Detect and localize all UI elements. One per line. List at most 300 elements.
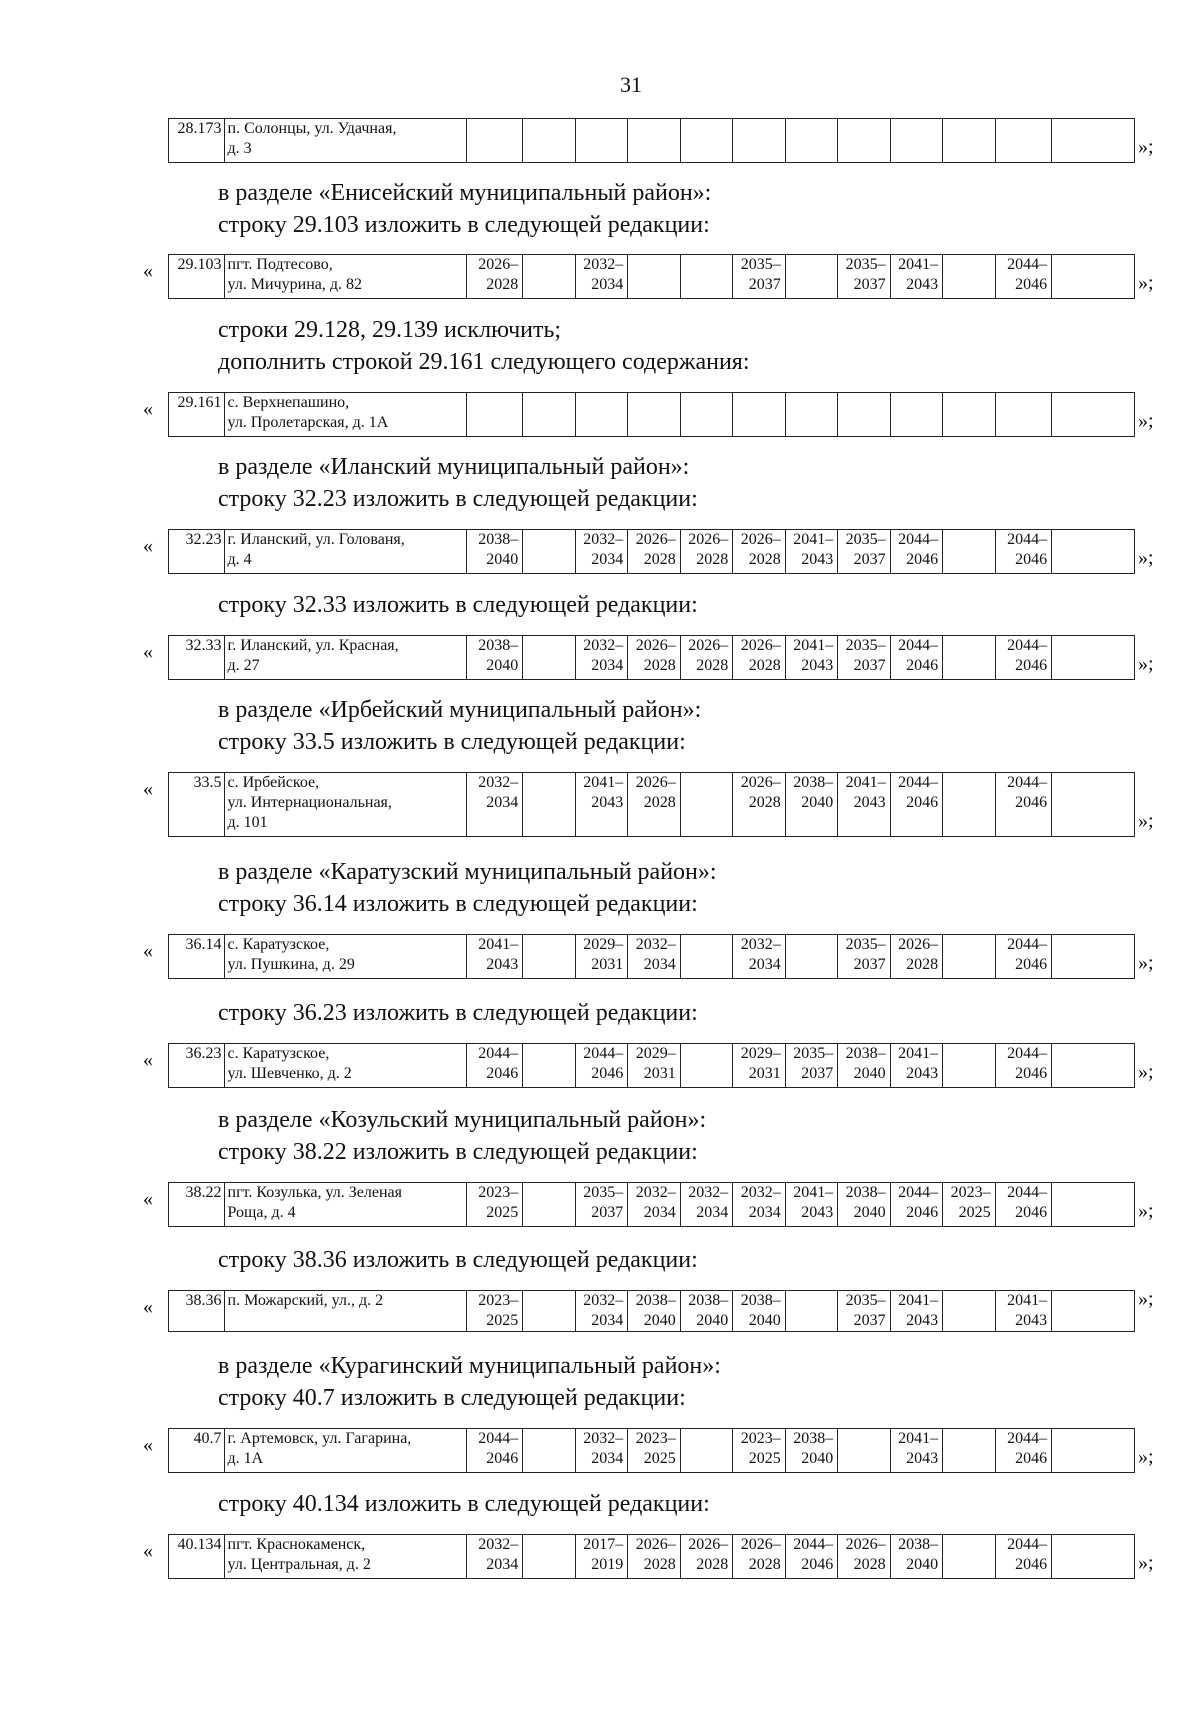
amendment-table — [168, 635, 1135, 680]
address-line: д. 101 — [227, 814, 268, 831]
year-value: 2043 — [906, 276, 939, 293]
year-value: 2017– — [583, 1536, 624, 1553]
year-value: 2044– — [1007, 1536, 1048, 1553]
year-cell — [628, 119, 680, 163]
year-value: 2026– — [740, 531, 781, 548]
year-value: 2034 — [591, 1312, 624, 1329]
year-value: 2023– — [478, 1292, 519, 1309]
address-cell — [224, 255, 466, 299]
year-cell — [466, 393, 523, 437]
year-cell — [628, 1183, 680, 1227]
year-value: 2025 — [748, 1450, 781, 1467]
instruction-text: строку 38.22 изложить в следующей редакции: — [218, 1139, 698, 1165]
page-number: 31 — [620, 72, 642, 97]
year-cell — [523, 393, 575, 437]
year-value: 2040 — [696, 1312, 729, 1329]
year-cell — [838, 773, 890, 837]
year-cell — [680, 1291, 732, 1332]
year-value: 2040 — [853, 1204, 886, 1221]
year-cell — [575, 1044, 627, 1088]
year-cell — [523, 1291, 575, 1332]
year-cell — [733, 393, 785, 437]
year-cell — [466, 773, 523, 837]
year-cell — [890, 636, 942, 680]
year-value: 2034 — [643, 956, 676, 973]
instruction-text: в разделе «Каратузский муниципальный район»: — [218, 859, 717, 885]
year-cell — [575, 636, 627, 680]
year-value: 2041– — [898, 1292, 939, 1309]
year-value: 2026– — [845, 1536, 886, 1553]
year-value: 2044– — [898, 774, 939, 791]
address-line: ул. Интернациональная, — [227, 794, 392, 811]
closing-quote: »; — [1138, 410, 1154, 432]
year-cell — [995, 1429, 1052, 1473]
year-cell — [785, 1429, 837, 1473]
year-cell — [785, 530, 837, 574]
year-cell — [943, 255, 995, 299]
year-value: 2040 — [853, 1065, 886, 1082]
year-cell — [733, 1044, 785, 1088]
opening-quote: « — [143, 641, 153, 663]
year-cell — [838, 935, 890, 979]
year-value: 2037 — [853, 1312, 886, 1329]
year-value: 2032– — [583, 1430, 624, 1447]
opening-quote: « — [143, 398, 153, 420]
year-cell — [1052, 119, 1135, 163]
opening-quote: « — [143, 940, 153, 962]
opening-quote: « — [143, 535, 153, 557]
year-value: 2035– — [845, 936, 886, 953]
year-cell — [575, 1183, 627, 1227]
instruction-text: в разделе «Курагинский муниципальный район»: — [218, 1353, 721, 1379]
year-value: 2046 — [906, 794, 939, 811]
address-cell — [224, 773, 466, 837]
year-value: 2038– — [478, 531, 519, 548]
year-value: 2041– — [793, 637, 834, 654]
year-cell — [628, 255, 680, 299]
year-value: 2046 — [1015, 276, 1048, 293]
year-value: 2037 — [853, 276, 886, 293]
year-value: 2041– — [1007, 1292, 1048, 1309]
year-value: 2043 — [906, 1312, 939, 1329]
year-cell — [890, 119, 942, 163]
year-value: 2028 — [748, 1556, 781, 1573]
year-cell — [943, 119, 995, 163]
closing-quote: »; — [1138, 810, 1154, 832]
year-value: 2046 — [906, 1204, 939, 1221]
year-cell — [890, 935, 942, 979]
year-cell — [680, 773, 732, 837]
year-cell — [785, 255, 837, 299]
year-cell — [943, 935, 995, 979]
year-cell — [785, 119, 837, 163]
year-cell — [466, 935, 523, 979]
year-value: 2040 — [486, 657, 519, 674]
amendment-table — [168, 1428, 1135, 1473]
year-value: 2043 — [486, 956, 519, 973]
year-cell — [995, 1044, 1052, 1088]
year-value: 2034 — [748, 956, 781, 973]
year-cell — [838, 1535, 890, 1579]
year-value: 2028 — [696, 657, 729, 674]
instruction-text: в разделе «Козульский муниципальный район»: — [218, 1107, 707, 1133]
year-cell — [1052, 1535, 1135, 1579]
year-cell — [943, 1291, 995, 1332]
year-value: 2031 — [591, 956, 624, 973]
amendment-table — [168, 254, 1135, 299]
year-value: 2044– — [1007, 936, 1048, 953]
year-value: 2046 — [1015, 956, 1048, 973]
year-cell — [995, 773, 1052, 837]
year-value: 2026– — [688, 1536, 729, 1553]
year-cell — [995, 1535, 1052, 1579]
year-value: 2034 — [591, 276, 624, 293]
year-value: 2029– — [583, 936, 624, 953]
address-line: г. Иланский, ул. Красная, — [227, 637, 399, 654]
closing-quote: »; — [1138, 547, 1154, 569]
closing-quote: »; — [1138, 653, 1154, 675]
year-value: 2037 — [853, 551, 886, 568]
year-value: 2026– — [635, 531, 676, 548]
year-cell — [1052, 255, 1135, 299]
opening-quote: « — [143, 1049, 153, 1071]
year-cell — [466, 1429, 523, 1473]
opening-quote: « — [143, 1434, 153, 1456]
year-value: 2043 — [591, 794, 624, 811]
year-cell — [733, 1183, 785, 1227]
instruction-text: дополнить строкой 29.161 следующего содержания: — [218, 349, 750, 375]
year-value: 2038– — [845, 1045, 886, 1062]
instruction-text: в разделе «Иланский муниципальный район»: — [218, 454, 690, 480]
address-cell — [224, 1535, 466, 1579]
year-value: 2046 — [486, 1450, 519, 1467]
year-value: 2041– — [793, 531, 834, 548]
year-value: 2043 — [801, 551, 834, 568]
year-value: 2026– — [740, 1536, 781, 1553]
address-line: п. Можарский, ул., д. 2 — [227, 1292, 384, 1309]
year-value: 2044– — [898, 531, 939, 548]
year-value: 2034 — [486, 794, 519, 811]
year-value: 2044– — [1007, 531, 1048, 548]
year-value: 2040 — [801, 1450, 834, 1467]
address-line: д. 4 — [227, 551, 252, 568]
year-cell — [785, 1044, 837, 1088]
address-line: п. Солонцы, ул. Удачная, — [227, 120, 397, 137]
year-cell — [523, 1535, 575, 1579]
year-cell — [838, 255, 890, 299]
year-cell — [1052, 1429, 1135, 1473]
year-cell — [838, 393, 890, 437]
instruction-text: строку 38.36 изложить в следующей редакции: — [218, 1247, 698, 1273]
row-number: 29.103 — [169, 255, 225, 299]
year-cell — [680, 1183, 732, 1227]
address-cell — [224, 636, 466, 680]
year-cell — [733, 530, 785, 574]
year-value: 2038– — [478, 637, 519, 654]
year-cell — [466, 1291, 523, 1332]
year-value: 2023– — [478, 1184, 519, 1201]
year-value: 2041– — [583, 774, 624, 791]
address-line: пгт. Козулька, ул. Зеленая — [227, 1184, 403, 1201]
year-cell — [1052, 393, 1135, 437]
year-cell — [785, 1291, 837, 1332]
instruction-text: строки 29.128, 29.139 исключить; — [218, 317, 562, 343]
year-cell — [575, 1291, 627, 1332]
year-value: 2026– — [740, 774, 781, 791]
year-value: 2046 — [591, 1065, 624, 1082]
closing-quote: »; — [1138, 1446, 1154, 1468]
year-cell — [785, 773, 837, 837]
address-cell — [224, 1183, 466, 1227]
year-cell — [680, 393, 732, 437]
year-value: 2032– — [478, 774, 519, 791]
year-value: 2041– — [898, 1045, 939, 1062]
address-line: пгт. Подтесово, — [227, 256, 333, 273]
year-cell — [1052, 773, 1135, 837]
closing-quote: »; — [1138, 1552, 1154, 1574]
year-value: 2028 — [643, 657, 676, 674]
year-cell — [995, 935, 1052, 979]
year-cell — [943, 530, 995, 574]
year-value: 2041– — [845, 774, 886, 791]
year-value: 2046 — [1015, 1204, 1048, 1221]
instruction-text: строку 36.14 изложить в следующей редакции: — [218, 891, 698, 917]
year-value: 2032– — [635, 936, 676, 953]
year-value: 2044– — [898, 1184, 939, 1201]
table-row — [169, 255, 1135, 299]
year-value: 2044– — [1007, 1184, 1048, 1201]
year-value: 2026– — [898, 936, 939, 953]
row-number: 40.7 — [169, 1429, 225, 1473]
year-cell — [466, 1044, 523, 1088]
year-cell — [785, 636, 837, 680]
year-value: 2034 — [696, 1204, 729, 1221]
year-value: 2031 — [643, 1065, 676, 1082]
amendment-table — [168, 1534, 1135, 1579]
year-cell — [995, 530, 1052, 574]
year-cell — [943, 1044, 995, 1088]
year-cell — [890, 1044, 942, 1088]
year-value: 2025 — [486, 1204, 519, 1221]
year-value: 2035– — [583, 1184, 624, 1201]
year-value: 2040 — [801, 794, 834, 811]
year-cell — [785, 393, 837, 437]
year-cell — [628, 636, 680, 680]
address-line: с. Верхнепашино, — [227, 394, 350, 411]
year-cell — [890, 255, 942, 299]
year-value: 2044– — [478, 1430, 519, 1447]
year-cell — [523, 636, 575, 680]
year-cell — [838, 119, 890, 163]
opening-quote: « — [143, 1540, 153, 1562]
year-value: 2038– — [688, 1292, 729, 1309]
year-cell — [680, 1429, 732, 1473]
year-cell — [733, 1535, 785, 1579]
year-value: 2046 — [1015, 1556, 1048, 1573]
year-cell — [628, 1535, 680, 1579]
year-cell — [890, 393, 942, 437]
row-number: 38.22 — [169, 1183, 225, 1227]
year-value: 2029– — [740, 1045, 781, 1062]
year-cell — [523, 935, 575, 979]
instruction-text: строку 33.5 изложить в следующей редакции: — [218, 729, 686, 755]
address-line: г. Артемовск, ул. Гагарина, — [227, 1430, 412, 1447]
instruction-text: строку 29.103 изложить в следующей редакции: — [218, 212, 710, 238]
year-value: 2037 — [853, 956, 886, 973]
year-cell — [628, 393, 680, 437]
year-cell — [575, 773, 627, 837]
year-value: 2037 — [801, 1065, 834, 1082]
year-value: 2028 — [853, 1556, 886, 1573]
instruction-text: в разделе «Енисейский муниципальный район»: — [218, 180, 712, 206]
year-cell — [628, 935, 680, 979]
address-line: с. Каратузское, — [227, 1045, 330, 1062]
address-cell — [224, 530, 466, 574]
year-value: 2035– — [740, 256, 781, 273]
year-cell — [733, 636, 785, 680]
year-value: 2037 — [591, 1204, 624, 1221]
year-cell — [785, 935, 837, 979]
year-cell — [995, 1183, 1052, 1227]
amendment-table — [168, 1182, 1135, 1227]
opening-quote: « — [143, 1296, 153, 1318]
year-value: 2044– — [583, 1045, 624, 1062]
amendment-table — [168, 529, 1135, 574]
year-value: 2034 — [591, 657, 624, 674]
year-cell — [995, 119, 1052, 163]
address-line: г. Иланский, ул. Голованя, — [227, 531, 405, 548]
year-cell — [733, 119, 785, 163]
year-cell — [1052, 636, 1135, 680]
year-value: 2034 — [748, 1204, 781, 1221]
table-row — [169, 119, 1135, 163]
closing-quote: »; — [1138, 1061, 1154, 1083]
row-number: 32.23 — [169, 530, 225, 574]
instruction-text: строку 32.33 изложить в следующей редакции: — [218, 592, 698, 618]
year-value: 2043 — [906, 1065, 939, 1082]
year-cell — [1052, 935, 1135, 979]
year-value: 2026– — [688, 637, 729, 654]
address-line: Роща, д. 4 — [227, 1204, 296, 1221]
instruction-text: строку 32.23 изложить в следующей редакции: — [218, 486, 698, 512]
year-value: 2046 — [1015, 794, 1048, 811]
year-value: 2032– — [688, 1184, 729, 1201]
year-value: 2028 — [643, 551, 676, 568]
year-cell — [890, 1183, 942, 1227]
instruction-text: строку 36.23 изложить в следующей редакции: — [218, 1000, 698, 1026]
year-cell — [785, 1183, 837, 1227]
address-line: пгт. Краснокаменск, — [227, 1536, 366, 1553]
address-cell — [224, 1291, 466, 1332]
year-value: 2046 — [1015, 657, 1048, 674]
year-value: 2040 — [486, 551, 519, 568]
year-value: 2032– — [740, 936, 781, 953]
year-value: 2026– — [740, 637, 781, 654]
year-cell — [628, 530, 680, 574]
table-row — [169, 393, 1135, 437]
year-cell — [575, 255, 627, 299]
year-cell — [680, 119, 732, 163]
year-value: 2032– — [635, 1184, 676, 1201]
year-value: 2038– — [845, 1184, 886, 1201]
year-value: 2041– — [793, 1184, 834, 1201]
year-cell — [466, 1535, 523, 1579]
year-value: 2026– — [635, 774, 676, 791]
year-value: 2044– — [1007, 256, 1048, 273]
row-number: 36.23 — [169, 1044, 225, 1088]
year-value: 2028 — [696, 1556, 729, 1573]
table-row — [169, 1044, 1135, 1088]
year-value: 2035– — [845, 1292, 886, 1309]
year-cell — [995, 393, 1052, 437]
year-value: 2044– — [1007, 637, 1048, 654]
year-value: 2035– — [845, 531, 886, 548]
year-cell — [943, 393, 995, 437]
address-line: с. Ирбейское, — [227, 774, 320, 791]
year-value: 2034 — [643, 1204, 676, 1221]
year-value: 2034 — [591, 1450, 624, 1467]
address-cell — [224, 393, 466, 437]
address-line: ул. Центральная, д. 2 — [227, 1556, 371, 1573]
year-value: 2035– — [845, 637, 886, 654]
year-cell — [1052, 1183, 1135, 1227]
year-value: 2046 — [486, 1065, 519, 1082]
year-cell — [733, 773, 785, 837]
row-number: 32.33 — [169, 636, 225, 680]
row-number: 40.134 — [169, 1535, 225, 1579]
year-value: 2028 — [748, 551, 781, 568]
year-cell — [733, 255, 785, 299]
year-cell — [785, 1535, 837, 1579]
year-value: 2044– — [1007, 774, 1048, 791]
year-value: 2032– — [583, 256, 624, 273]
address-line: ул. Пролетарская, д. 1А — [227, 414, 389, 431]
year-value: 2023– — [950, 1184, 991, 1201]
year-cell — [680, 255, 732, 299]
year-value: 2038– — [898, 1536, 939, 1553]
year-value: 2044– — [1007, 1430, 1048, 1447]
amendment-table — [168, 1043, 1135, 1088]
year-value: 2023– — [740, 1430, 781, 1447]
year-value: 2040 — [643, 1312, 676, 1329]
year-value: 2025 — [958, 1204, 991, 1221]
year-cell — [838, 1291, 890, 1332]
year-cell — [838, 1044, 890, 1088]
year-cell — [1052, 1044, 1135, 1088]
year-cell — [943, 1429, 995, 1473]
year-value: 2044– — [898, 637, 939, 654]
year-cell — [628, 773, 680, 837]
year-cell — [838, 1429, 890, 1473]
year-value: 2028 — [696, 551, 729, 568]
year-value: 2028 — [643, 1556, 676, 1573]
year-value: 2028 — [748, 794, 781, 811]
year-cell — [628, 1429, 680, 1473]
year-value: 2032– — [583, 1292, 624, 1309]
year-value: 2038– — [740, 1292, 781, 1309]
table-row — [169, 636, 1135, 680]
year-cell — [943, 1183, 995, 1227]
year-value: 2032– — [740, 1184, 781, 1201]
year-cell — [1052, 1291, 1135, 1332]
year-cell — [466, 255, 523, 299]
year-value: 2046 — [801, 1556, 834, 1573]
address-line: д. 1А — [227, 1450, 264, 1467]
row-number: 28.173 — [169, 119, 225, 163]
year-cell — [523, 119, 575, 163]
year-value: 2035– — [793, 1045, 834, 1062]
year-value: 2046 — [1015, 551, 1048, 568]
